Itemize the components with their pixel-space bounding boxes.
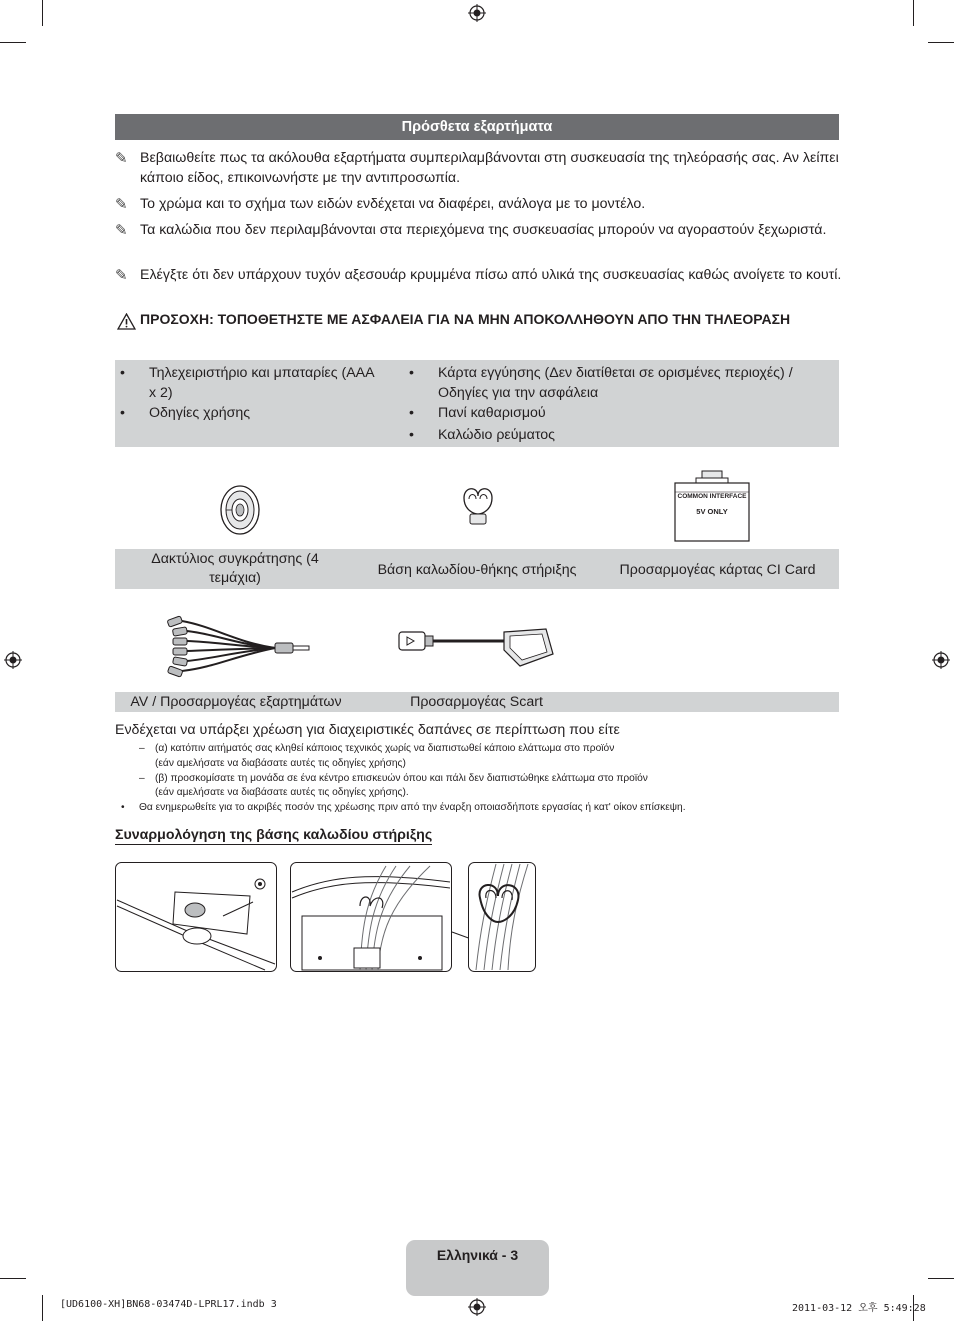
list-item <box>409 364 829 403</box>
dash: – <box>139 743 145 754</box>
av-component-adapter-icon <box>165 612 313 684</box>
note-item <box>115 195 845 215</box>
bullet: • <box>409 427 414 443</box>
ci-card-voltage-label: 5V ONLY <box>696 507 728 516</box>
note-item <box>115 266 845 286</box>
charges-item-note: (εάν αμελήσατε να διαβάσατε αυτές τις οδηγίες χρήσης). <box>155 787 409 798</box>
accessory-caption: Προσαρμογέας Scart <box>410 694 543 710</box>
accessory-caption: AV / Προσαρμογέας εξαρτημάτων <box>130 694 342 710</box>
list-item <box>120 404 375 424</box>
list-item-text: Πανί καθαρισμού <box>438 405 546 421</box>
bullet: • <box>121 802 125 813</box>
list-item-text: Κάρτα εγγύησης (Δεν διατίθεται σε ορισμένες περιοχές) / Οδηγίες για την ασφάλεια <box>438 365 793 401</box>
bullet: • <box>409 365 414 381</box>
section-title: Πρόσθετα εξαρτήματα <box>115 114 839 140</box>
page-number-label: Ελληνικά - 3 <box>436 1247 519 1263</box>
bullet: • <box>120 405 125 421</box>
scart-adapter-icon <box>396 624 556 672</box>
tv-back-illustration <box>115 862 277 972</box>
crop-mark <box>928 42 954 43</box>
ci-card-label: COMMON INTERFACE <box>677 493 747 500</box>
note-item <box>115 221 845 241</box>
dash: – <box>139 773 145 784</box>
charges-note: Θα ενημερωθείτε για το ακριβές ποσόν της χρέωσης πριν από την έναρξη οποιασδήποτε εργασίας ή κατ' οίκον επίσκεψη. <box>139 802 686 813</box>
cable-holder-closeup-illustration <box>440 862 538 972</box>
crop-mark <box>42 1295 43 1321</box>
holder-ring-icon <box>218 484 262 536</box>
crop-mark <box>928 1278 954 1279</box>
caution-notice <box>115 310 835 329</box>
note-text: Βεβαιωθείτε πως τα ακόλουθα εξαρτήματα συμπεριλαμβάνονται στη συσκευασία της τηλεόρασής σας. Αν λείπει κάποιο είδος, επικοινωνήστε με την αντιπροσωπία. <box>140 150 839 186</box>
print-slug: [UD6100-XH]BN68-03474D-LPRL17.indb 3 <box>60 1299 277 1310</box>
pencil-note-icon: ✎ <box>115 196 128 213</box>
bullet: • <box>120 365 125 381</box>
accessory-caption: Δακτύλιος συγκράτησης (4 τεμάχια) <box>151 551 319 586</box>
list-item-text: Τηλεχειριστήριο και μπαταρίες (AAA x 2) <box>149 365 374 401</box>
list-item-text: Οδηγίες χρήσης <box>149 405 251 421</box>
note-item <box>115 149 845 188</box>
charges-item: (β) προσκομίσατε τη μονάδα σε ένα κέντρο επισκευών όπου και πάλι δεν διαπιστώθηκε ελάττωμα στο προϊόν <box>155 773 648 784</box>
registration-mark-icon <box>468 4 486 22</box>
crop-mark <box>913 0 914 26</box>
pencil-note-icon: ✎ <box>115 222 128 239</box>
warning-triangle-icon <box>117 313 136 330</box>
registration-mark-icon <box>468 1298 486 1316</box>
registration-mark-icon <box>4 651 22 669</box>
charges-item-note: (εάν αμελήσατε να διαβάσατε αυτές τις οδηγίες χρήσης) <box>155 758 406 769</box>
list-item <box>120 364 375 403</box>
crop-mark <box>42 0 43 26</box>
bullet: • <box>409 405 414 421</box>
charges-intro: Ενδέχεται να υπάρξει χρέωση για διαχειριστικές δαπάνες σε περίπτωση που είτε <box>115 722 620 738</box>
caution-text: ΠΡΟΣΟΧΗ: ΤΟΠΟΘΕΤΗΣΤΕ ΜΕ ΑΣΦΑΛΕΙΑ ΓΙΑ ΝΑ ΜΗΝ ΑΠΟΚΟΛΛΗΘΟΥΝ ΑΠΟ ΤΗΝ ΤΗΛΕΟΡΑΣΗ <box>140 311 791 327</box>
note-text: Ελέγξτε ότι δεν υπάρχουν τυχόν αξεσουάρ κρυμμένα πίσω από υλικά της συσκευασίας καθώς ανοίγετε το κουτί. <box>140 267 842 283</box>
accessory-caption: Βάση καλωδίου-θήκης στήριξης <box>377 562 577 578</box>
charges-item: (α) κατόπιν αιτήματός σας κληθεί κάποιος τεχνικός χωρίς να διαπιστωθεί κάποιο ελάττωμα στο προϊόν <box>155 743 615 754</box>
cable-holder-icon <box>456 484 500 530</box>
list-item <box>409 404 829 424</box>
pencil-note-icon: ✎ <box>115 150 128 167</box>
accessory-caption: Προσαρμογέας κάρτας CI Card <box>619 562 816 578</box>
assembly-title: Συναρμολόγηση της βάσης καλωδίου στήριξης <box>115 827 433 843</box>
pencil-note-icon: ✎ <box>115 267 128 284</box>
crop-mark <box>0 1278 26 1279</box>
list-item <box>409 426 829 446</box>
note-text: Τα καλώδια που δεν περιλαμβάνονται στα περιεχόμενα της συσκευασίας μπορούν να αγοραστούν ξεχωριστά. <box>140 222 827 238</box>
note-text: Το χρώμα και το σχήμα των ειδών ενδέχεται να διαφέρει, ανάλογα με το μοντέλο. <box>140 196 646 212</box>
cable-routing-illustration <box>290 862 452 972</box>
registration-mark-icon <box>932 651 950 669</box>
print-timestamp: 2011-03-12 오후 5:49:28 <box>792 1303 926 1314</box>
crop-mark <box>0 42 26 43</box>
list-item-text: Καλώδιο ρεύματος <box>438 427 555 443</box>
